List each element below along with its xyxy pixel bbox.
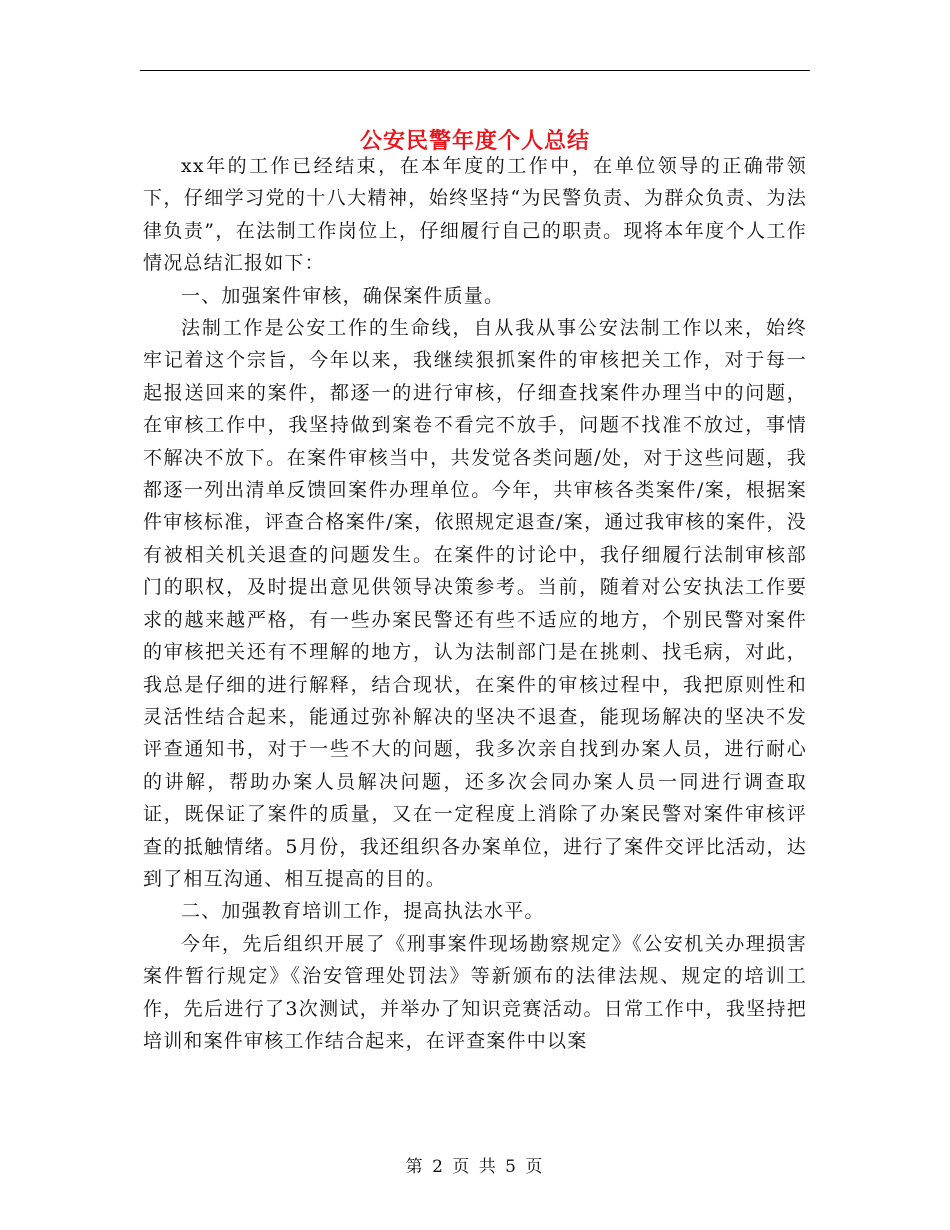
page-footer [0,1152,950,1177]
document-title: 公安民警年度个人总结 [359,127,590,154]
page-number-label: 第 2 页 共 5 页 [405,1157,545,1177]
section-2-paragraph: 今年，先后组织开展了《刑事案件现场勘察规定》《公安机关办理损害案件暂行规定》《治安管理处罚法》等新颁布的法律法规、规定的培训工作，先后进行了3次测试，并举办了知识竞赛活动。日常工作中，我坚持把培训和案件审核工作结合起来，在评查案件中以案 [143,932,807,1052]
section-1-paragraph: 法制工作是公安工作的生命线，自从我从事公安法制工作以来，始终牢记着这个宗旨，今年以来，我继续狠抓案件的审核把关工作，对于每一起报送回来的案件，都逐一的进行审核，仔细查找案件办理当中的问题，在审核工作中，我坚持做到案卷不看完不放手，问题不找准不放过，事情不解决不放下。在案件审核当中，共发觉各类问题/处，对于这些问题，我都逐一列出清单反馈回案件办理单位。今年，共审核各类案件/案，根据案件审核标准，评查合格案件/案，依照规定退查/案，通过我审核的案件，没有被相关机关退查的问题发生。在案件的讨论中，我仔细履行法制审核部门的职权，及时提出意见供领导决策参考。当前，随着对公安执法工作要求的越来越严格，有一些办案民警还有些不适应的地方，个别民警对案件的审核把关还有不理解的地方，认为法制部门是在挑刺、找毛病，对此，我总是仔细的进行解释，结合现状，在案件的审核过程中，我把原则性和灵活性结合起来，能通过弥补解决的坚决不退查，能现场解决的坚决不发评查通知书，对于一些不大的问题，我多次亲自找到办案人员，进行耐心的讲解，帮助办案人员解决问题，还多次会同办案人员一同进行调查取证，既保证了案件的质量，又在一定程度上消除了办案民警对案件审核评查的抵触情绪。5月份，我还组织各办案单位，进行了案件交评比活动，达到了相互沟通、相互提高的目的。 [143,317,807,890]
header-rule [140,70,810,71]
section-heading-2: 二、加强教育培训工作，提高执法水平。 [181,900,545,923]
section-heading-1: 一、加强案件审核，确保案件质量。 [181,284,505,307]
document-body [143,150,807,1057]
intro-paragraph: xx年的工作已经结束，在本年度的工作中，在单位领导的正确带领下，仔细学习党的十八大精神，始终坚持“为民警负责、为群众负责、为法律负责”，在法制工作岗位上，仔细履行自己的职责。现将本年度个人工作情况总结汇报如下： [143,155,807,275]
